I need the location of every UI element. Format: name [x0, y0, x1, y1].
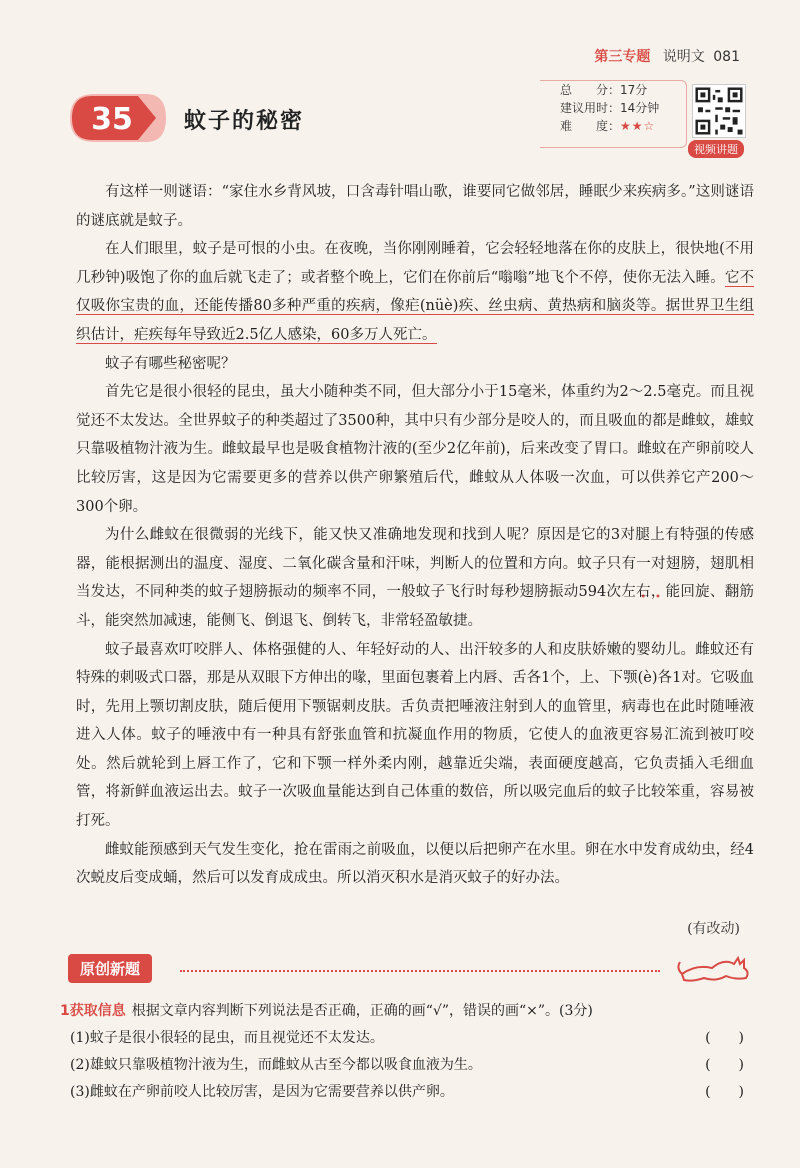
answer-blank[interactable]: ( ) — [705, 1057, 744, 1073]
cat-icon — [676, 950, 754, 986]
paragraph: 在人们眼里，蚊子是可恨的小虫。在夜晚，当你刚刚睡着，它会轻轻地落在你的皮肤上，很快地(不用几秒钟)吸饱了你的血后就飞走了；或者整个晚上，它们在你前后“嗡嗡”地飞个不停，使你无法入睡。它不仅吸你宝贵的血，还能传播80多种严重的疾病，像疟(nüè)疾、丝虫病、黄热病和脑炎等。据世界卫生组织估计，疟疾每年导致近2.5亿人感染，60多万人死亡。 — [76, 241, 754, 343]
difficulty-row: 难 度：★★☆ — [560, 119, 656, 133]
paragraph: 蚊子最喜欢叮咬胖人、体格强健的人、年轻好动的人、出汗较多的人和皮肤娇嫩的婴幼儿。雌蚊还有特殊的刺吸式口器，那是从双眼下方伸出的喙，里面包裹着上内唇、舌各1个，上、下颚(è)各1对。它吸血时，先用上颚切割皮肤，随后便用下颚锯刺皮肤。舌负责把唾液注射到人的血管里，病毒也在此时随唾液进入人体。蚊子的唾液中有一种具有舒张血管和抗凝血作用的物质，它使人的血液更容易汇流到被叮咬处。然后就轮到上唇工作了，它和下颚一样外柔内刚，越靠近尖端，表面硬度越高，它负责插入毛细血管，将新鲜血液运出去。蚊子一次吸血量能达到自己体重的数倍，所以吸完血后的蚊子比较笨重，容易被打死。 — [76, 641, 754, 830]
time-row: 建议用时：14分钟 — [560, 101, 660, 115]
paragraph: 有这样一则谜语：“家住水乡背风坡，口含毒针唱山歌，谁要同它做邻居，睡眠少来疾病多。”这则谜语的谜底就是蚊子。 — [76, 184, 754, 229]
paragraph: 雌蚊能预感到天气发生变化，抢在雷雨之前吸血，以便以后把卵产在水里。卵在水中发育成幼虫，经4次蜕皮后变成蛹，然后可以发育成成虫。所以消灭积水是消灭蚊子的好办法。 — [76, 841, 754, 887]
section-header — [68, 954, 754, 988]
question-item: (2)雄蚊只靠吸植物汁液为生，而雌蚊从古至今都以吸食血液为生。 ( ) — [60, 1052, 754, 1079]
time-value: 14分钟 — [620, 101, 660, 115]
emphasis-dot-char: 右 — [636, 584, 651, 601]
lesson-number: 35 — [91, 102, 133, 137]
qr-code-icon[interactable] — [692, 84, 746, 138]
question-item: (3)雌蚊在产卵前咬人比较厉害，是因为它需要营养以供产卵。 ( ) — [60, 1079, 754, 1106]
subject-label: 说明文 — [662, 49, 705, 65]
lesson-title: 蚊子的秘密 — [184, 109, 305, 134]
paragraph: 蚊子有哪些秘密呢？ — [105, 355, 236, 372]
page-number: 081 — [713, 49, 740, 65]
underlined-sentence: 它不仅吸你宝贵的血，还能传播80多种严重的疾病，像疟(nüè)疾、丝虫病、黄热病和脑炎等。据世界卫生组织估计，疟疾每年导致近2.5亿人感染，60多万人死亡。 — [76, 269, 754, 343]
question-number: 1 — [60, 1003, 70, 1019]
section-label: 原创新题 — [68, 954, 152, 983]
page-header — [594, 46, 740, 66]
question-item: (1)蚊子是很小很轻的昆虫，而且视觉还不太发达。 ( ) — [60, 1025, 754, 1052]
question-tag: 获取信息 — [69, 1003, 126, 1019]
info-panel — [540, 80, 754, 154]
paragraph: 首先它是很小很轻的昆虫，虽大小随种类不同，但大部分小于15毫米，体重约为2～2.5毫克。而且视觉还不太发达。全世界蚊子的种类超过了3500种，其中只有少部分是咬人的，而且吸血的都是雌蚊，雄蚊只靠吸植物汁液为生。雌蚊最早也是吸食植物汁液的(至少2亿年前)，后来改变了胃口。雌蚊在产卵前咬人比较厉害，这是因为它需要更多的营养以供产卵繁殖后代，雌蚊从人体吸一次血，可以供养它产200～300个卵。 — [76, 384, 754, 515]
adaptation-note: (有改动) — [687, 921, 740, 937]
question-block — [60, 998, 754, 1106]
score-row: 总 分：17分 — [560, 83, 648, 97]
article-body — [76, 178, 754, 893]
answer-blank[interactable]: ( ) — [705, 1084, 744, 1100]
score-value: 17分 — [620, 83, 648, 97]
topic-label: 第三专题 — [594, 49, 651, 65]
answer-blank[interactable]: ( ) — [705, 1030, 744, 1046]
lesson-number-badge — [68, 92, 168, 144]
dotted-divider — [180, 970, 660, 972]
paragraph: 为什么雌蚊在很微弱的光线下，能又快又准确地发现和找到人呢？原因是它的3对腿上有特强的传感器，能根据测出的温度、湿度、二氧化碳含量和汗味，判断人的位置和方向。蚊子只有一对翅膀，翅肌相当发达，不同种类的蚊子翅膀振动的频率不同，一般蚊子飞行时每秒翅膀振动594次左右，能回旋、翻筋斗，能突然加减速，能侧飞、倒退飞、倒转飞，非常轻盈敏捷。 — [76, 527, 754, 629]
question-stem-row — [60, 998, 754, 1025]
question-stem: 根据文章内容判断下列说法是否正确，正确的画“√”，错误的画“×”。(3分) — [131, 1003, 593, 1019]
difficulty-stars: ★★☆ — [620, 119, 656, 133]
info-box — [540, 80, 687, 148]
emphasis-dot-char: 左 — [621, 584, 637, 601]
video-explain-button[interactable]: 视频讲题 — [688, 140, 744, 158]
